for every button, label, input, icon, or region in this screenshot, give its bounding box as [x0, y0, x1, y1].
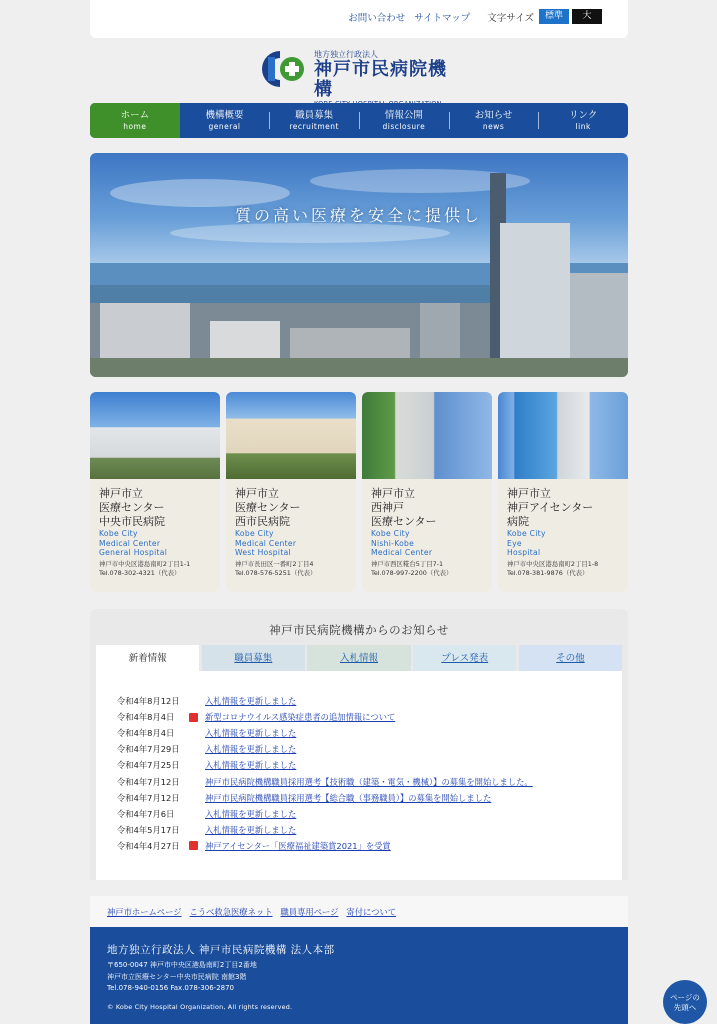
news-item [117, 773, 607, 789]
news-date: 令和4年7月12日 [117, 792, 180, 803]
footer-address: 〒650-0047 神戸市中央区港島南町2丁目2番地 [107, 961, 257, 969]
news-date: 令和4年7月25日 [117, 760, 180, 771]
news-icon-slot [189, 825, 205, 834]
hospital-name-en: Kobe City Eye Hospital [507, 529, 546, 557]
news-item [117, 806, 607, 822]
site-logo[interactable] [258, 49, 463, 100]
news-link[interactable]: 入札情報を更新しました [205, 808, 297, 819]
news-date: 令和4年7月6日 [117, 808, 175, 819]
news-link[interactable]: 入札情報を更新しました [205, 824, 297, 835]
news-date: 令和4年8月4日 [117, 728, 175, 739]
page-top-button[interactable] [663, 980, 707, 1024]
news-link[interactable]: 神戸アイセンター「医療福祉建築賞2021」を受賞 [205, 840, 391, 851]
footer-link-emergency-net[interactable]: こうべ救急医療ネット [189, 906, 273, 917]
tab-press[interactable]: プレス発表 [413, 645, 516, 672]
logo-title: 神戸市民病院機構 [314, 59, 447, 100]
news-section [90, 609, 628, 880]
kobe-cityscape-image [90, 153, 628, 377]
news-item [117, 725, 607, 741]
news-link[interactable]: 新型コロナウイルス感染症患者の追加情報について [205, 712, 396, 723]
tab-recruitment[interactable]: 職員募集 [202, 645, 305, 672]
nav-label-jp: 情報公開 [384, 110, 423, 121]
sitemap-link[interactable]: サイトマップ [414, 12, 471, 24]
news-item [117, 709, 607, 725]
news-list [117, 693, 607, 854]
nav-item-news[interactable] [449, 103, 539, 138]
news-icon-slot [189, 729, 205, 738]
hospital-address: 神戸市西区糀台5丁目7-1 Tel.078-997-2200（代表） [371, 560, 453, 577]
hospital-address: 神戸市中央区港島南町2丁目1-1 Tel.078-302-4321（代表） [99, 560, 191, 577]
hospital-name-en: Kobe City Nishi-Kobe Medical Center [371, 529, 433, 557]
nav-label-jp: 機構概要 [205, 110, 244, 121]
footer-org-name: 地方独立行政法人 神戸市民病院機構 法人本部 [107, 944, 335, 956]
footer-tel: Tel.078-940-0156 Fax.078-306-2870 [107, 984, 235, 992]
nav-item-general[interactable] [180, 103, 270, 138]
nav-label-en: disclosure [382, 122, 426, 131]
news-icon-slot [189, 745, 205, 754]
pdf-icon [189, 713, 198, 722]
news-panel [96, 671, 622, 880]
global-nav [90, 103, 628, 138]
hospital-name: 神戸市立 神戸アイセンター 病院 [507, 487, 594, 528]
hospital-name: 神戸市立 医療センター 西市民病院 [235, 487, 301, 528]
nav-item-home[interactable] [90, 103, 180, 138]
news-item [117, 822, 607, 838]
hospital-photo [90, 392, 220, 479]
news-item [117, 693, 607, 709]
news-date: 令和4年7月12日 [117, 776, 180, 787]
news-item [117, 757, 607, 773]
hospital-name: 神戸市立 医療センター 中央市民病院 [99, 487, 165, 528]
footer-building: 神戸市立医療センター中央市民病院 南館3階 [107, 972, 247, 981]
hospital-cards [90, 392, 628, 592]
logo-subtitle: 地方独立行政法人 [314, 50, 378, 59]
news-icon-slot [189, 761, 205, 770]
hospital-card-west[interactable] [226, 392, 356, 592]
hospital-card-nishikobe[interactable] [362, 392, 492, 592]
site-footer [90, 927, 628, 1024]
nav-label-jp: 職員募集 [295, 110, 334, 121]
page-top-label-1: ページの [670, 993, 700, 1002]
news-tabs [96, 645, 622, 672]
pdf-icon [189, 841, 198, 850]
nav-item-link[interactable] [538, 103, 628, 138]
nav-label-jp: リンク [569, 110, 598, 121]
news-icon-slot [189, 809, 205, 818]
top-utility-bar [90, 0, 628, 38]
hospital-photo [226, 392, 356, 479]
news-date: 令和4年4月27日 [117, 840, 180, 851]
news-item [117, 741, 607, 757]
hospital-name-en: Kobe City Medical Center West Hospital [235, 529, 297, 557]
footer-link-donation[interactable]: 寄付について [346, 906, 397, 917]
news-date: 令和4年8月12日 [117, 696, 180, 707]
nav-label-en: link [575, 122, 591, 131]
font-size-label: 文字サイズ [487, 12, 534, 24]
footer-link-kobe-city[interactable]: 神戸市ホームページ [107, 906, 182, 917]
hospital-address: 神戸市長田区一番町2丁目4 Tel.078-576-5251（代表） [235, 560, 317, 577]
news-icon-slot [189, 697, 205, 706]
news-item [117, 790, 607, 806]
footer-copyright: © Kobe City Hospital Organization, All rights reserved. [107, 1002, 293, 1011]
nav-label-jp: ホーム [120, 110, 150, 121]
tab-other[interactable]: その他 [519, 645, 622, 672]
contact-link[interactable]: お問い合わせ [348, 12, 406, 24]
footer-link-staff-page[interactable]: 職員専用ページ [280, 906, 339, 917]
news-item [117, 838, 607, 854]
news-section-title: 神戸市民病院機構からのお知らせ [269, 623, 449, 637]
news-date: 令和4年7月29日 [117, 744, 180, 755]
nav-item-disclosure[interactable] [359, 103, 449, 138]
nav-item-recruitment[interactable] [269, 103, 359, 138]
news-link[interactable]: 入札情報を更新しました [205, 760, 297, 771]
news-link[interactable]: 入札情報を更新しました [205, 696, 297, 707]
font-size-standard-button[interactable]: 標準 [539, 9, 569, 24]
page-top-label-2: 先頭へ [673, 1003, 697, 1012]
news-link[interactable]: 入札情報を更新しました [205, 744, 297, 755]
news-link[interactable]: 神戸市民病院機構職員採用選考【総合職（事務職員）】の募集を開始しました [205, 792, 492, 803]
news-icon-slot [189, 841, 205, 850]
hero-caption: 質の高い医療を安全に提供し [235, 206, 483, 225]
footer-links [90, 896, 628, 927]
font-size-large-button[interactable]: 大 [572, 9, 602, 24]
news-icon-slot [189, 793, 205, 802]
tab-bids[interactable]: 入札情報 [307, 645, 410, 672]
nav-label-en: home [123, 122, 147, 131]
news-date: 令和4年5月17日 [117, 824, 180, 835]
hospital-name-en: Kobe City Medical Center General Hospital [99, 529, 168, 557]
news-date: 令和4年8月4日 [117, 712, 175, 723]
news-icon-slot [189, 777, 205, 786]
news-icon-slot [189, 713, 205, 722]
news-link[interactable]: 入札情報を更新しました [205, 728, 297, 739]
hospital-card-central[interactable] [90, 392, 220, 592]
hospital-name: 神戸市立 西神戸 医療センター [371, 487, 437, 528]
hero-banner [90, 153, 628, 377]
utility-links [348, 9, 602, 24]
hospital-photo [498, 392, 628, 479]
nav-label-en: recruitment [289, 122, 339, 131]
hospital-address: 神戸市中央区港島南町2丁目1-8 Tel.078-381-9876（代表） [507, 560, 599, 577]
nav-label-en: general [208, 122, 241, 131]
nav-label-jp: お知らせ [474, 110, 513, 121]
hospital-photo [362, 392, 492, 479]
hospital-card-eye[interactable] [498, 392, 628, 592]
nav-label-en: news [482, 122, 505, 131]
organization-logo-icon [258, 49, 308, 89]
tab-latest[interactable]: 新着情報 [96, 645, 199, 672]
news-link[interactable]: 神戸市民病院機構職員採用選考【技術職（建築・電気・機械）】の募集を開始しました。 [205, 776, 533, 787]
